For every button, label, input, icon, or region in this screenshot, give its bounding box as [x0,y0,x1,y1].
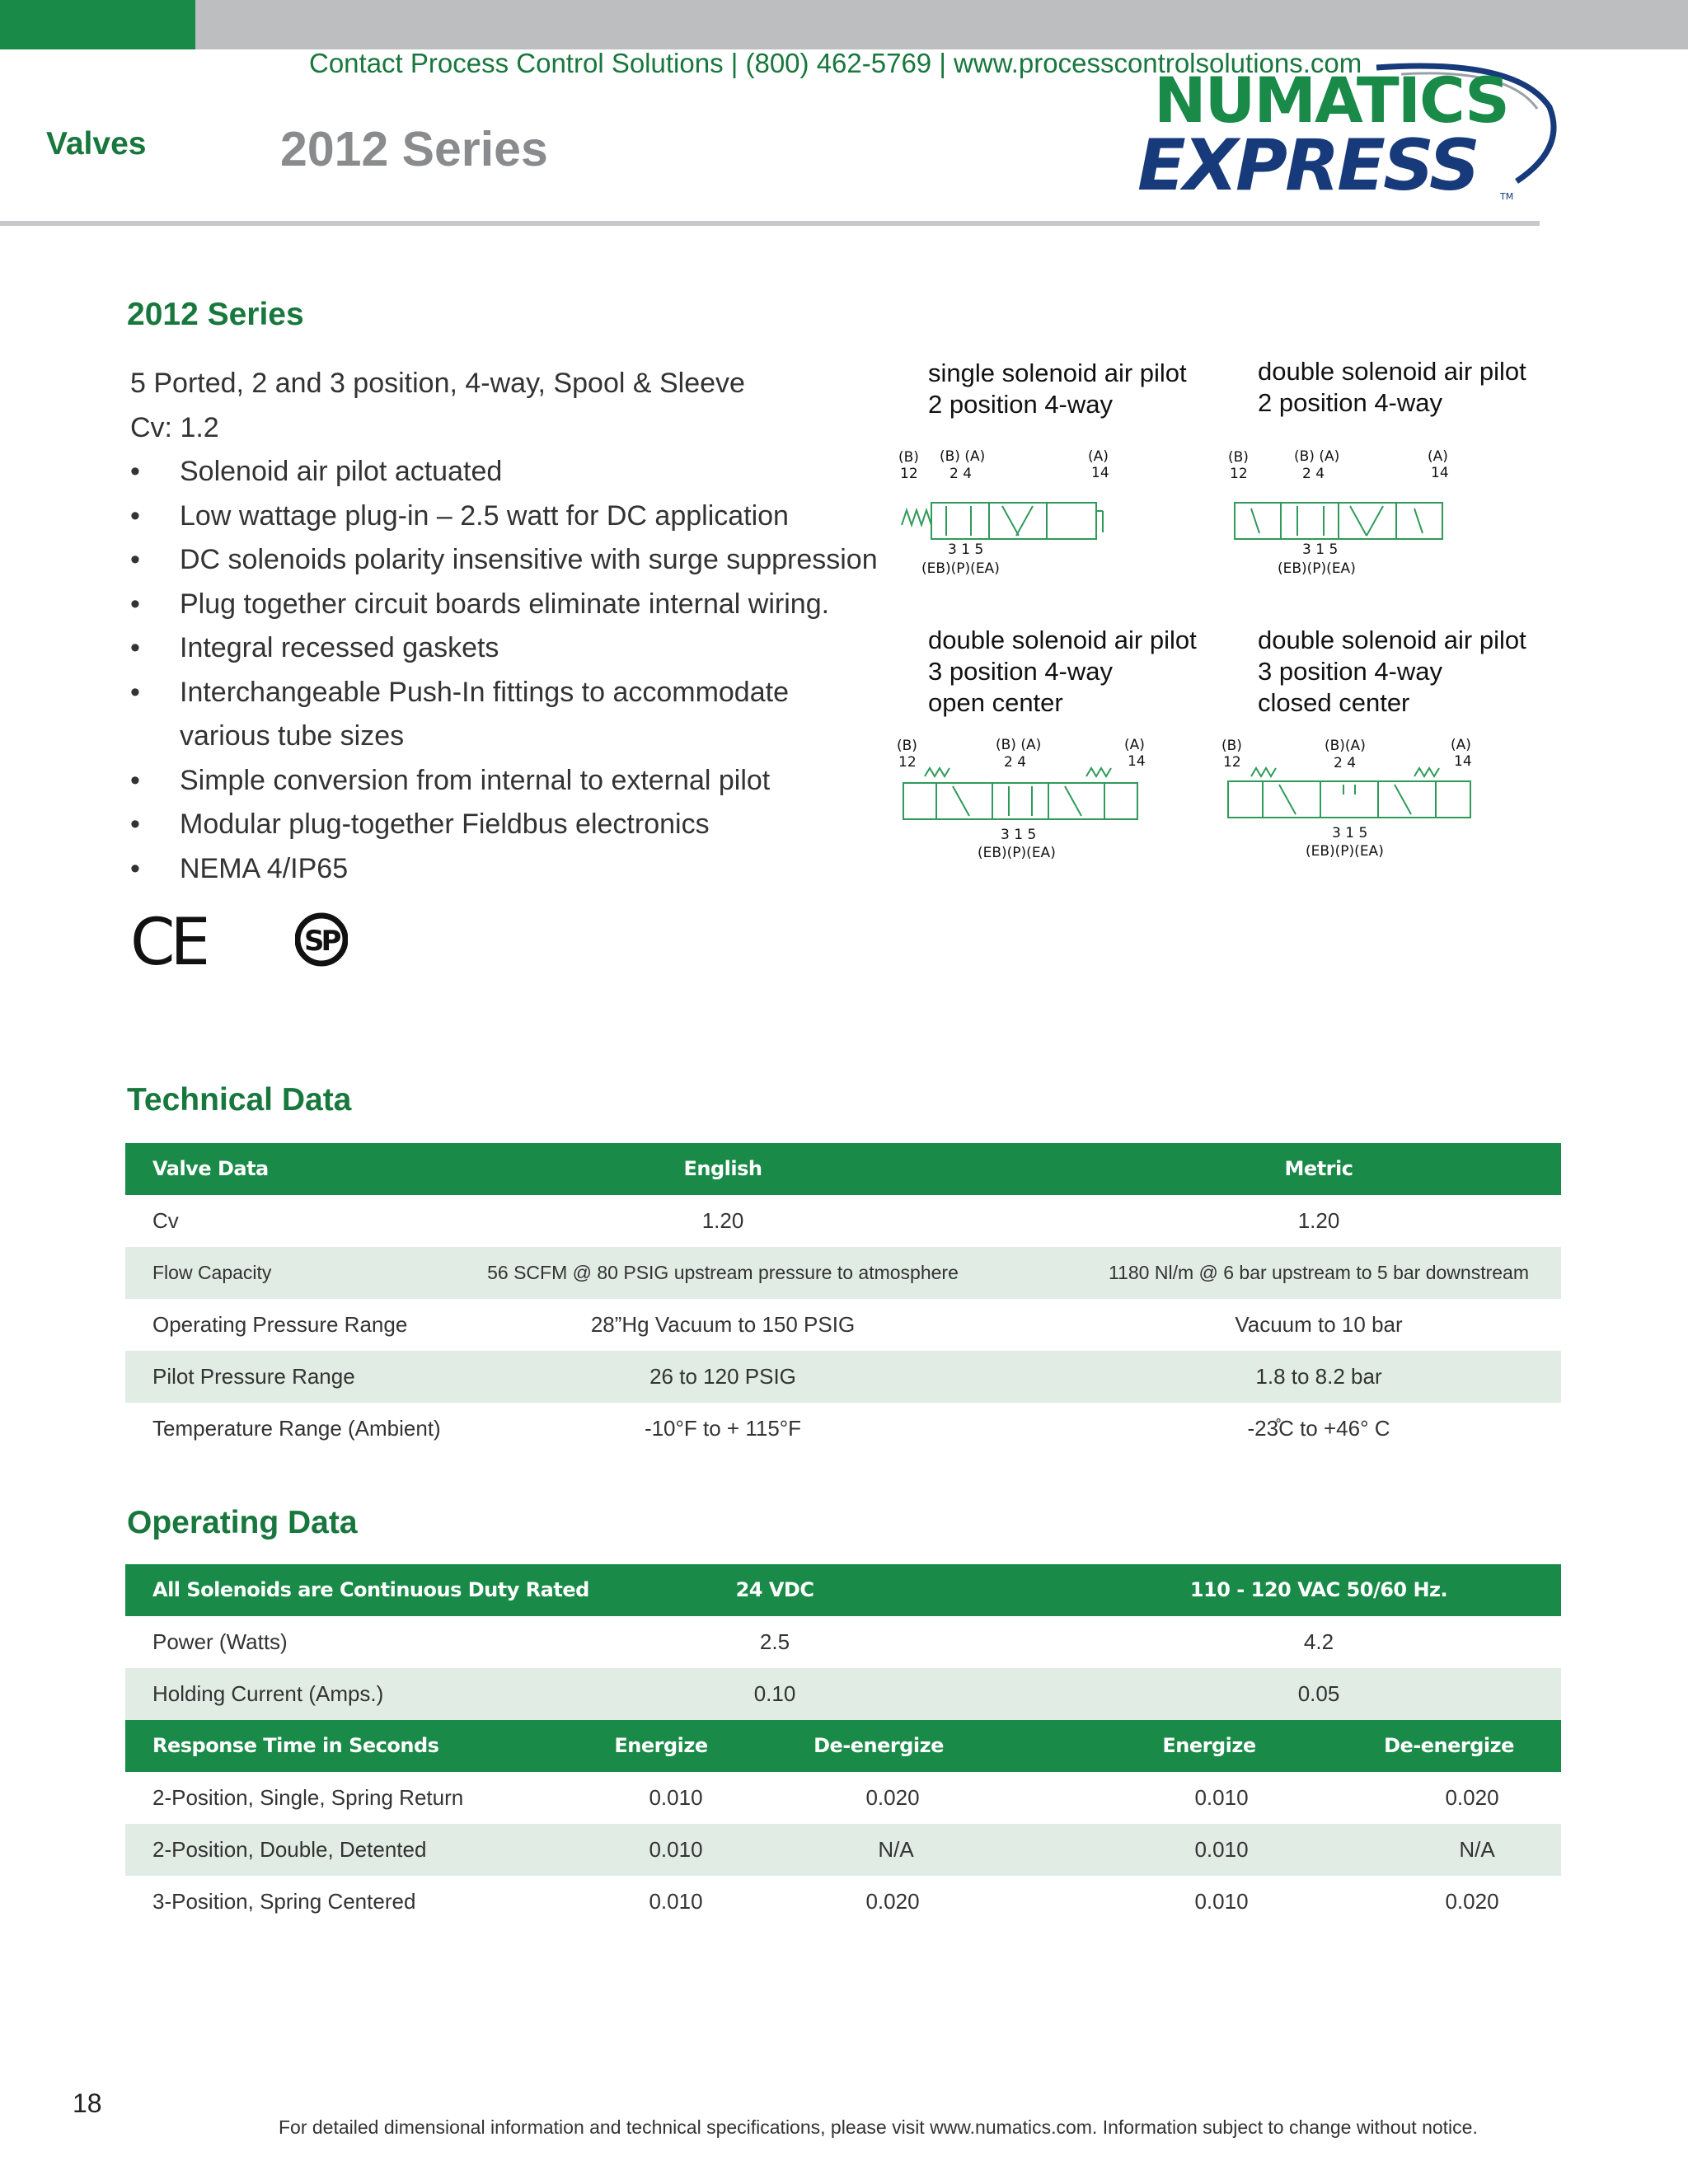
port-label: (EB)(P)(EA) [921,560,1000,577]
port-label: (B) (A) [996,737,1042,753]
page-number: 18 [73,2088,102,2118]
caption-line: 2 position 4-way [1258,388,1443,417]
table-row [125,1616,1561,1668]
table-cell: Holding Current (Amps.) [152,1681,384,1706]
table-cell: Operating Pressure Range [152,1312,408,1337]
table-cell: 1.20 [1297,1208,1340,1233]
table-cell: 0.010 [1194,1837,1249,1862]
table-cell: Flow Capacity [152,1262,272,1283]
technical-data-title: Technical Data [127,1082,352,1118]
table-row [125,1195,1561,1247]
table-cell: 2-Position, Single, Spring Return [152,1785,464,1810]
table-cell: Cv [152,1208,179,1233]
table-cell: -23̊C to +46° C [1247,1416,1390,1441]
table-cell: 0.10 [753,1681,796,1706]
feature-item: Simple conversion from internal to external pilot [180,765,771,796]
table-cell: 28”Hg Vacuum to 150 PSIG [590,1312,856,1337]
table-row [125,1351,1561,1403]
footer-note: For detailed dimensional information and technical specifications, please visit www.numatics.com. Information subject to change without notice. [279,2116,1478,2138]
category-label: Valves [46,126,147,162]
port-label: 14 [1454,753,1472,770]
header-cell: 24 VDC [735,1578,814,1601]
table-cell: N/A [1459,1837,1495,1862]
feature-item: DC solenoids polarity insensitive with surge suppression [180,544,878,575]
operating-data-title: Operating Data [127,1505,358,1540]
bullet-mark: • [130,500,140,532]
bullet-mark: • [130,677,140,708]
intro-line: 5 Ported, 2 and 3 position, 4-way, Spool & Sleeve [130,368,745,399]
table-row [125,1876,1561,1928]
table-cell: 1180 Nl/m @ 6 bar upstream to 5 bar downstream [1109,1262,1529,1283]
feature-item-continued: various tube sizes [180,720,405,752]
caption-line: closed center [1258,688,1410,717]
operating-data-table [125,1564,1561,1928]
table-cell: 0.020 [1445,1785,1499,1810]
port-label: 12 [898,754,917,771]
top-green-tab [0,0,195,49]
caption-line: single solenoid air pilot [928,359,1187,387]
table-cell: 4.2 [1303,1629,1334,1654]
header-cell: De-energize [1384,1734,1514,1757]
port-label: (A) [1451,737,1471,753]
top-gray-bar [0,0,1688,49]
table-cell: -10°F to + 115°F [644,1416,802,1441]
header-cell: Metric [1284,1157,1353,1180]
table-cell: Vacuum to 10 bar [1235,1312,1403,1337]
table-row [125,1772,1561,1824]
table-cell: Power (Watts) [152,1629,288,1654]
port-label: (A) [1124,737,1145,753]
bullet-mark: • [130,853,140,884]
intro-line: Cv: 1.2 [130,412,219,443]
port-label: 2 4 [1334,755,1357,771]
ce-mark-text: CE [130,912,206,971]
intro-title: 2012 Series [127,297,304,332]
port-label: (B) (A) [940,448,986,465]
table-cell: 0.020 [1445,1889,1499,1914]
table-cell: 56 SCFM @ 80 PSIG upstream pressure to atmosphere [487,1262,959,1283]
table-cell: Temperature Range (Ambient) [152,1416,441,1441]
table-cell: 0.010 [1194,1889,1249,1914]
response-header [125,1720,1561,1772]
caption-line: double solenoid air pilot [928,626,1197,654]
port-label: (A) [1428,448,1448,465]
caption-line: open center [928,688,1063,717]
valve-schematic-3pos-closed [1220,735,1533,875]
port-label: (B) [1228,449,1249,466]
caption-line: 2 position 4-way [928,390,1114,419]
port-label: (B) [898,449,919,466]
feature-item: Modular plug-together Fieldbus electronics [180,808,710,840]
port-label: (A) [1088,448,1109,465]
header-rule [0,221,1540,226]
port-label: 14 [1091,465,1109,481]
port-label: 2 4 [950,466,973,482]
table-cell: 3-Position, Spring Centered [152,1889,416,1914]
diagram-caption [928,625,1197,719]
port-label: (B) [897,738,917,754]
header-cell: Energize [1162,1734,1256,1757]
feature-item: Interchangeable Push-In fittings to accommodate [180,677,789,708]
port-label: (B) [1221,738,1242,754]
port-label: 3 1 5 [1332,825,1368,841]
ce-mark-icon [130,912,206,971]
port-label: 2 4 [1004,754,1027,771]
table-header [125,1564,1561,1616]
contact-line: Contact Process Control Solutions | (800) 462-5769 | www.processcontrolsolutions.com [309,48,1362,78]
table-cell: 2.5 [759,1629,790,1654]
feature-item: Integral recessed gaskets [180,632,499,663]
table-cell: 0.020 [865,1889,920,1914]
port-label: (B)(A) [1325,738,1366,754]
table-cell: 1.20 [701,1208,744,1233]
caption-line: 3 position 4-way [928,657,1114,686]
table-row [125,1299,1561,1351]
logo-tm: TM [1500,191,1514,202]
numatics-express-logo [1129,58,1566,206]
table-cell: 0.010 [1194,1785,1249,1810]
table-cell: 0.020 [865,1785,920,1810]
header-cell: Response Time in Seconds [152,1734,439,1757]
port-label: (EB)(P)(EA) [1306,843,1384,860]
logo-express-text: EXPRESS [1137,124,1478,206]
feature-item: NEMA 4/IP65 [180,853,349,884]
table-cell: 2-Position, Double, Detented [152,1837,427,1862]
table-cell: 0.010 [649,1889,703,1914]
feature-item: Plug together circuit boards eliminate internal wiring. [180,588,830,620]
table-cell: Pilot Pressure Range [152,1364,355,1389]
technical-data-table [125,1143,1561,1455]
port-label: 3 1 5 [1001,827,1037,843]
feature-item: Solenoid air pilot actuated [180,456,503,487]
port-label: 12 [1223,754,1241,771]
bullet-mark: • [130,544,140,575]
header-cell: Energize [614,1734,708,1757]
table-cell: N/A [878,1837,914,1862]
series-heading: 2012 Series [280,122,548,176]
header-cell: Valve Data [152,1157,269,1180]
table-header [125,1143,1561,1195]
bullet-mark: • [130,632,140,663]
port-label: 14 [1431,465,1449,481]
table-cell: 0.05 [1297,1681,1340,1706]
bullet-mark: • [130,456,140,487]
header-cell: English [683,1157,762,1180]
table-cell: 1.8 to 8.2 bar [1255,1364,1382,1389]
logo-numatics-text: NUMATICS [1154,63,1508,137]
caption-line: double solenoid air pilot [1258,357,1526,386]
caption-line: 3 position 4-way [1258,657,1443,686]
table-row [125,1247,1561,1299]
table-cell: 0.010 [649,1837,703,1862]
csa-mark-text: SP [304,925,339,958]
port-label: 12 [900,466,918,482]
table-cell: 26 to 120 PSIG [649,1364,796,1389]
port-label: (EB)(P)(EA) [978,845,1056,861]
header-cell: All Solenoids are Continuous Duty Rated [152,1578,589,1601]
valve-schematic-double-2pos [1226,447,1540,587]
csa-mark-icon [295,912,348,968]
feature-item: Low wattage plug-in – 2.5 watt for DC application [180,500,789,532]
valve-schematic-single-2pos [897,447,1210,587]
port-label: 12 [1230,466,1248,482]
table-row [125,1668,1561,1720]
table-cell: 0.010 [649,1785,703,1810]
port-label: 2 4 [1302,466,1325,482]
bullet-mark: • [130,808,140,840]
caption-line: double solenoid air pilot [1258,626,1526,654]
diagram-caption [1258,625,1526,719]
diagram-caption [1258,356,1526,419]
header-cell: De-energize [814,1734,944,1757]
bullet-mark: • [130,588,140,620]
table-row [125,1403,1561,1455]
valve-schematic-3pos-open [895,735,1208,875]
port-label: 14 [1128,753,1146,770]
port-label: (EB)(P)(EA) [1278,560,1356,577]
bullet-mark: • [130,765,140,796]
port-label: 3 1 5 [1302,541,1339,558]
port-label: 3 1 5 [948,541,984,558]
table-row [125,1824,1561,1876]
header-cell: 110 - 120 VAC 50/60 Hz. [1189,1578,1448,1601]
diagram-caption [928,358,1187,420]
port-label: (B) (A) [1294,448,1340,465]
